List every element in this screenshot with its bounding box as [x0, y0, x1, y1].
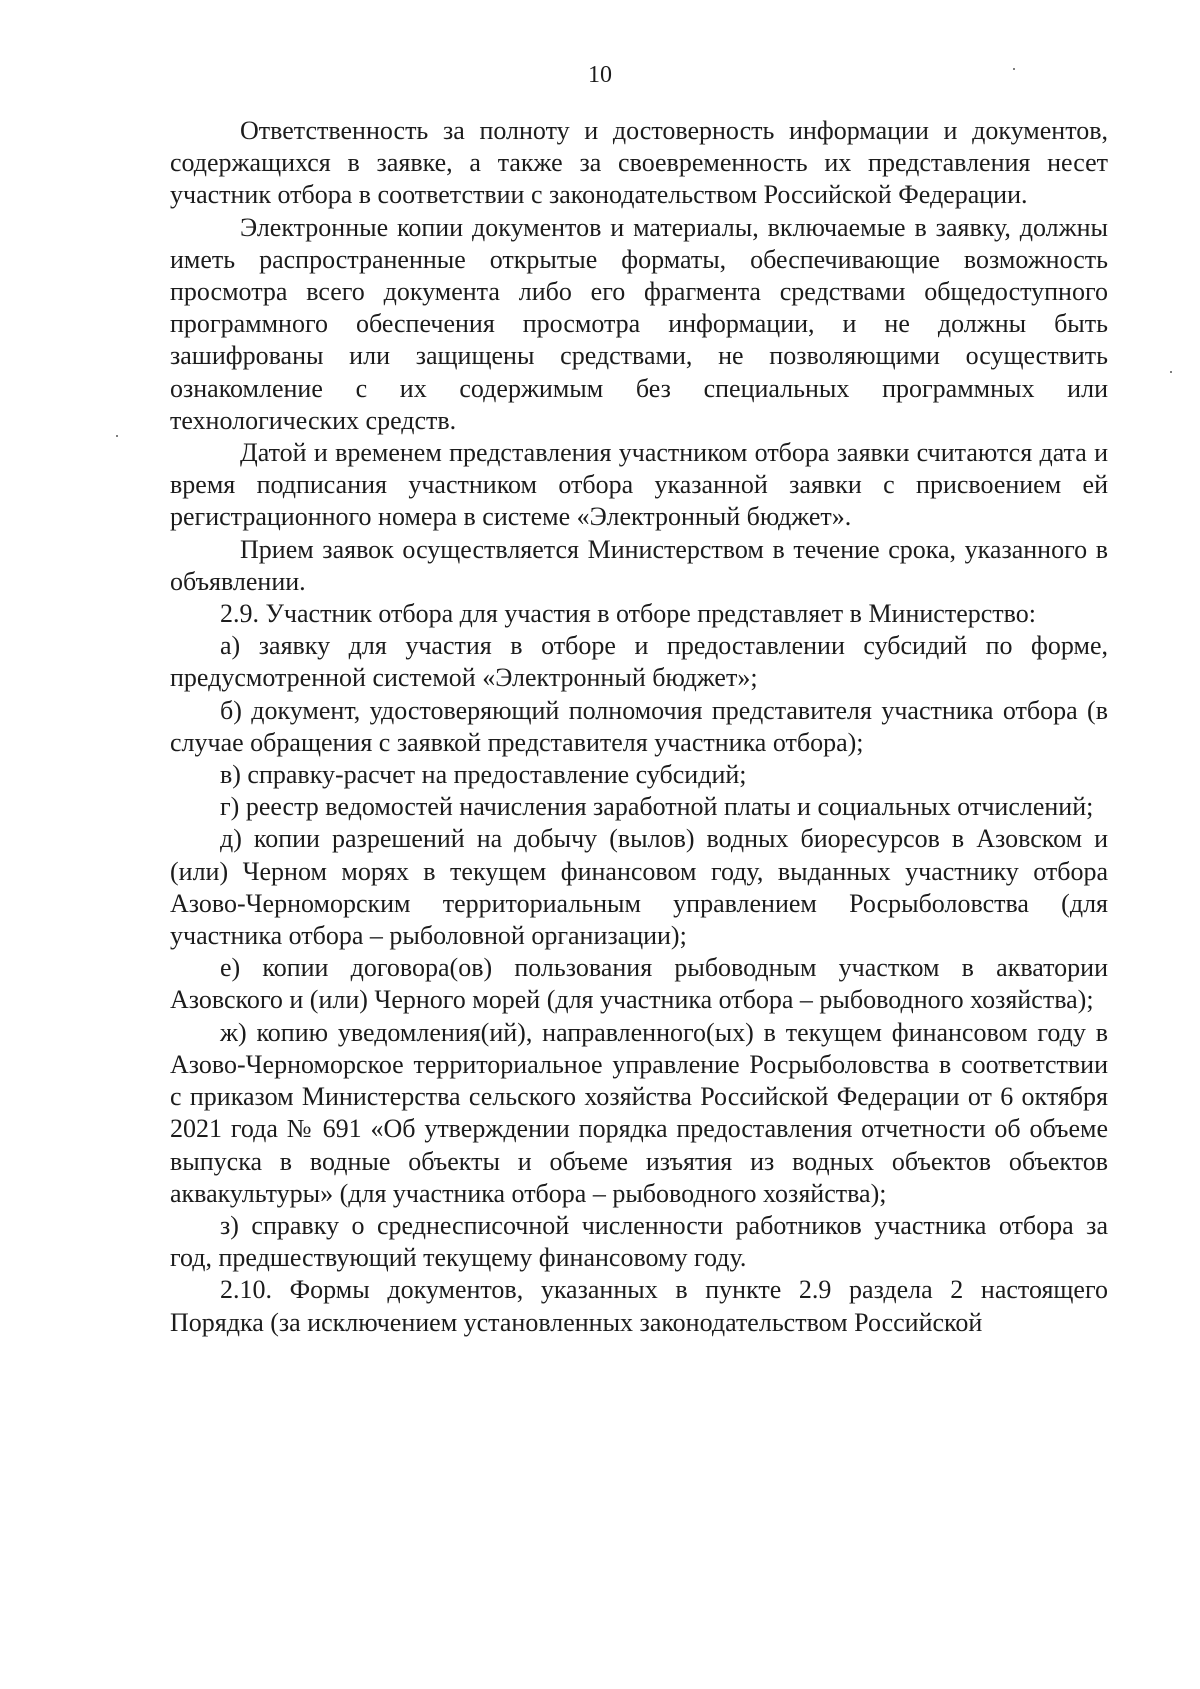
list-item-z: з) справку о среднесписочной численности работников участника отбора за год, предшествующий текущему финансовому году.: [170, 1210, 1108, 1273]
clause-2-10: 2.10. Формы документов, указанных в пункте 2.9 раздела 2 настоящего Порядка (за исключением установленных законодательством Российской: [170, 1275, 1108, 1337]
scan-speck: [116, 435, 118, 437]
scan-speck: [1170, 371, 1172, 373]
paragraph-responsibility: Ответственность за полноту и достоверность информации и документов, содержащихся в заявке, а также за своевременность их представления несет участник отбора в соответствии с законодательством Российской Федерации.: [170, 116, 1108, 210]
list-item-e: е) копии договора(ов) пользования рыбоводным участком в акватории Азовского и (или) Черного морей (для участника отбора – рыбоводного хозяйства);: [170, 953, 1108, 1015]
list-item-v: в) справку-расчет на предоставление субсидий;: [220, 760, 747, 790]
clause-2-9: 2.9. Участник отбора для участия в отборе представляет в Министерство:: [220, 599, 1036, 629]
list-item-d: д) копии разрешений на добычу (вылов) водных биоресурсов в Азовском и (или) Черном морях в текущем финансовом году, выданных участнику отбора Азово-Черноморским территориальным управлением Росрыболовства (для участника отбора – рыболовной организации);: [170, 824, 1108, 951]
list-item-zh: ж) копию уведомления(ий), направленного(ых) в текущем финансовом году в Азово-Черноморское территориальное управление Росрыболовства в соответствии с приказом Министерства сельского хозяйства Российской Федерации от 6 октября 2021 года № 691 «Об утверждении порядка предоставления отчетности об объеме выпуска в водные объекты и объеме изъятия из водных объектов объектов аквакультуры» (для участника отбора – рыбоводного хозяйства);: [170, 1017, 1108, 1208]
paragraph-acceptance: Прием заявок осуществляется Министерством в течение срока, указанного в объявлении.: [170, 534, 1108, 596]
page-number: 10: [588, 62, 612, 88]
paragraph-electronic-copies: Электронные копии документов и материалы, включаемые в заявку, должны иметь распространенные открытые форматы, обеспечивающие возможность просмотра всего документа либо его фрагмента средствами общедоступного программного обеспечения просмотра информации, и не должны быть зашифрованы или защищены средствами, не позволяющими осуществить ознакомление с их содержимым без специальных программных или технологических средств.: [170, 212, 1108, 435]
paragraph-submission-date: Датой и временем представления участником отбора заявки считаются дата и время подписания участником отбора указанной заявки с присвоением ей регистрационного номера в системе «Электронный бюджет».: [170, 438, 1108, 532]
scan-speck: [1013, 68, 1015, 70]
list-item-a: а) заявку для участия в отборе и предоставлении субсидий по форме, предусмотренной системой «Электронный бюджет»;: [170, 631, 1108, 693]
document-body: [170, 115, 1108, 1339]
list-item-g: г) реестр ведомостей начисления заработной платы и социальных отчислений;: [220, 792, 1094, 822]
list-item-b: б) документ, удостоверяющий полномочия представителя участника отбора (в случае обращения с заявкой представителя участника отбора);: [170, 695, 1108, 757]
